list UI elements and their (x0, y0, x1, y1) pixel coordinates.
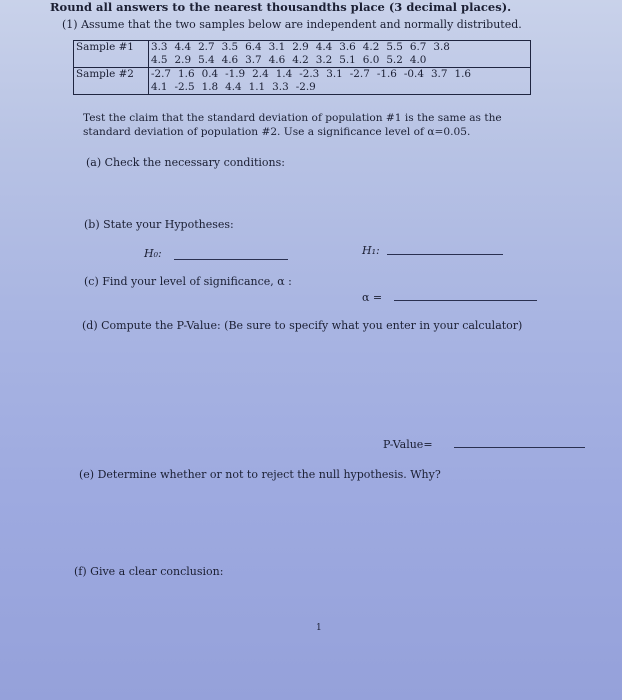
sample-value: 4.4 (174, 41, 192, 53)
sample-value: -2.7 (349, 68, 370, 80)
sample-value: 0.4 (201, 68, 219, 80)
alt-hypothesis-answer-line[interactable] (387, 254, 503, 255)
sample-value: 4.2 (292, 54, 309, 66)
sample-value: -2.5 (174, 81, 195, 93)
sample-value: -1.6 (376, 68, 397, 80)
sample2-values-line1 (149, 68, 531, 82)
sample-value: 4.4 (315, 41, 333, 53)
alt-hypothesis-label: H₁: (362, 244, 380, 257)
question-d: (d) Compute the P-Value: (Be sure to specify what you enter in your calculator) (82, 319, 523, 332)
sample-value: 3.1 (268, 41, 286, 53)
sample-value: 3.5 (221, 41, 239, 53)
question-f: (f) Give a clear conclusion: (74, 565, 224, 578)
sample-value: 3.3 (151, 41, 168, 53)
alpha-answer-line[interactable] (394, 300, 537, 301)
question-b: (b) State your Hypotheses: (84, 218, 234, 231)
claim-text (83, 111, 502, 139)
pvalue-label: P-Value= (383, 438, 433, 451)
sample-value: 2.4 (252, 68, 269, 80)
null-hypothesis-label: H₀: (144, 247, 162, 260)
sample-value: 4.5 (151, 54, 168, 66)
sample-value: 4.1 (151, 81, 168, 93)
sample-value: 4.4 (225, 81, 242, 93)
question-a: (a) Check the necessary conditions: (86, 156, 285, 169)
sample-value: 4.6 (268, 54, 286, 66)
sample-value: 3.6 (339, 41, 356, 53)
sample-value: 4.6 (221, 54, 239, 66)
sample-value: 5.5 (386, 41, 403, 53)
sample-value: 3.8 (433, 41, 450, 53)
sample1-values-line2 (149, 54, 531, 68)
sample-value: 5.4 (198, 54, 215, 66)
sample2-label: Sample #2 (74, 68, 149, 82)
alpha-label: α = (362, 291, 383, 304)
sample-value: 2.7 (198, 41, 215, 53)
sample-value: 2.9 (174, 54, 192, 66)
question-e: (e) Determine whether or not to reject the null hypothesis. Why? (79, 468, 441, 481)
sample-value: 5.1 (339, 54, 356, 66)
sample-value: 6.4 (245, 41, 262, 53)
claim-line-1: Test the claim that the standard deviation of population #1 is the same as the (83, 112, 502, 124)
sample-value: 4.0 (409, 54, 427, 66)
sample1-row1 (74, 41, 531, 55)
sample-value: -1.9 (225, 68, 246, 80)
sample1-values-line1 (149, 41, 531, 55)
sample-value: -2.7 (151, 68, 172, 80)
sample2-values-line2 (149, 81, 531, 95)
sample-value: 5.2 (386, 54, 403, 66)
sample-value: -2.3 (299, 68, 320, 80)
sample-value: 1.4 (275, 68, 293, 80)
sample-value: 1.8 (201, 81, 219, 93)
sample2-row2 (74, 81, 531, 95)
sample-value: 1.1 (248, 81, 266, 93)
sample-value: 3.7 (245, 54, 262, 66)
instructions-title: Round all answers to the nearest thousandths place (3 decimal places). (50, 0, 512, 14)
claim-line-2: standard deviation of population #2. Use a significance level of α=0.05. (83, 126, 471, 138)
sample1-label: Sample #1 (74, 41, 149, 55)
sample-value: 1.6 (178, 68, 195, 80)
sample-value: 1.6 (454, 68, 471, 80)
sample-value: 2.9 (292, 41, 309, 53)
sample-value: 6.7 (409, 41, 427, 53)
sample2-row1 (74, 68, 531, 82)
sample1-row2 (74, 54, 531, 68)
samples-table (73, 40, 531, 95)
sample-value: 3.3 (272, 81, 289, 93)
sample-value: -2.9 (295, 81, 316, 93)
sample-value: 4.2 (362, 41, 380, 53)
null-hypothesis-answer-line[interactable] (174, 259, 288, 260)
sample-value: 3.7 (430, 68, 448, 80)
page-number: 1 (316, 623, 322, 633)
part1-assumption: (1) Assume that the two samples below are independent and normally distributed. (62, 18, 522, 31)
sample-value: -0.4 (403, 68, 424, 80)
sample-value: 3.1 (326, 68, 343, 80)
question-c: (c) Find your level of significance, α : (84, 275, 292, 288)
sample-value: 6.0 (362, 54, 380, 66)
pvalue-answer-line[interactable] (454, 447, 585, 448)
sample-value: 3.2 (315, 54, 333, 66)
